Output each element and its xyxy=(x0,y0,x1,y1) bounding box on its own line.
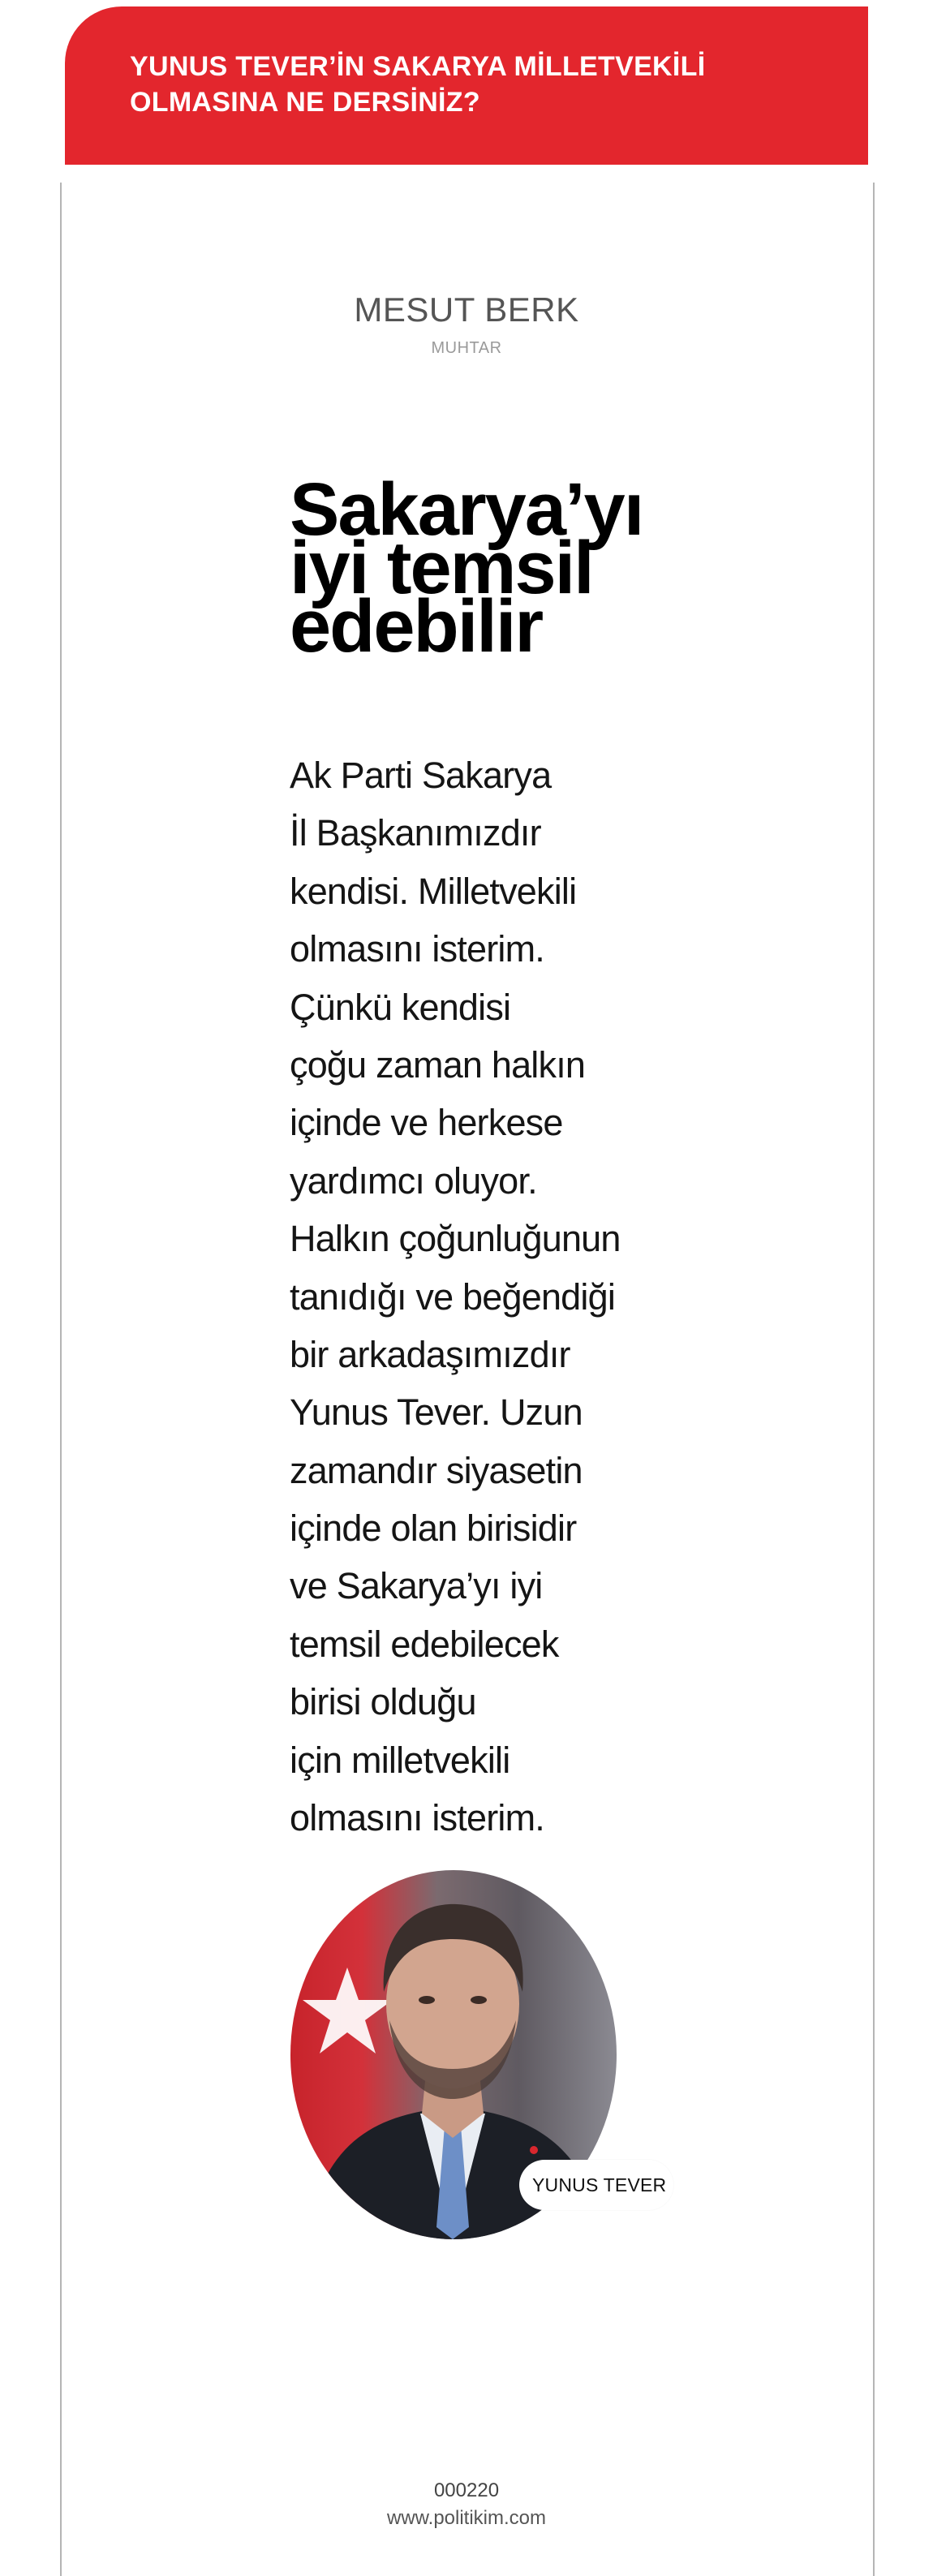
footer-code: 000220 xyxy=(433,2479,500,2501)
body-line: Halkın çoğunluğunun xyxy=(290,1218,621,1260)
author-name: MESUT BERK xyxy=(354,290,579,329)
body-line: birisi olduğu xyxy=(290,1681,476,1723)
body-line: Ak Parti Sakarya xyxy=(290,755,552,796)
banner-title-line-1: YUNUS TEVER’İN SAKARYA MİLLETVEKİLİ xyxy=(130,51,706,82)
body-line: içinde ve herkese xyxy=(290,1102,563,1144)
photo-caption: YUNUS TEVER xyxy=(532,2174,667,2195)
body-line: bir arkadaşımızdır xyxy=(290,1333,570,1375)
headline-line: Sakarya’yı xyxy=(290,468,643,551)
article-headline xyxy=(290,468,679,668)
body-line: tanıdığı ve beğendiği xyxy=(290,1275,616,1318)
headline-line: iyi temsil xyxy=(290,527,593,609)
banner-title xyxy=(130,49,795,120)
flag-star-icon xyxy=(303,1967,393,2053)
body-line: yardımcı oluyor. xyxy=(290,1159,537,1202)
lapel-pin-icon xyxy=(530,2146,538,2154)
body-line: olmasını isterim. xyxy=(290,928,544,970)
eye-left xyxy=(419,1996,435,2004)
body-line: temsil edebilecek xyxy=(290,1623,559,1665)
body-line: İl Başkanımızdır xyxy=(290,812,541,854)
eye-right xyxy=(471,1996,487,2004)
left-border-line xyxy=(60,183,62,2576)
banner-title-line-2: OLMASINA NE DERSİNİZ? xyxy=(130,87,480,118)
article-body xyxy=(290,746,712,1847)
body-line: kendisi. Milletvekili xyxy=(290,870,577,912)
right-border-line xyxy=(873,183,875,2576)
body-line: zamandır siyasetin xyxy=(290,1449,583,1491)
body-line: çoğu zaman halkın xyxy=(290,1043,586,1086)
header-banner xyxy=(65,6,868,165)
footer-url[interactable]: www.politikim.com xyxy=(386,2507,547,2529)
author-role: MUHTAR xyxy=(431,339,502,357)
headline-line: edebilir xyxy=(290,585,543,668)
body-line: için milletvekili xyxy=(290,1739,510,1781)
body-line: ve Sakarya’yı iyi xyxy=(290,1565,543,1607)
body-line: olmasını isterim. xyxy=(290,1797,544,1839)
body-line: Yunus Tever. Uzun xyxy=(290,1391,583,1434)
body-line: Çünkü kendisi xyxy=(290,986,511,1028)
body-line: içinde olan birisidir xyxy=(290,1507,577,1550)
